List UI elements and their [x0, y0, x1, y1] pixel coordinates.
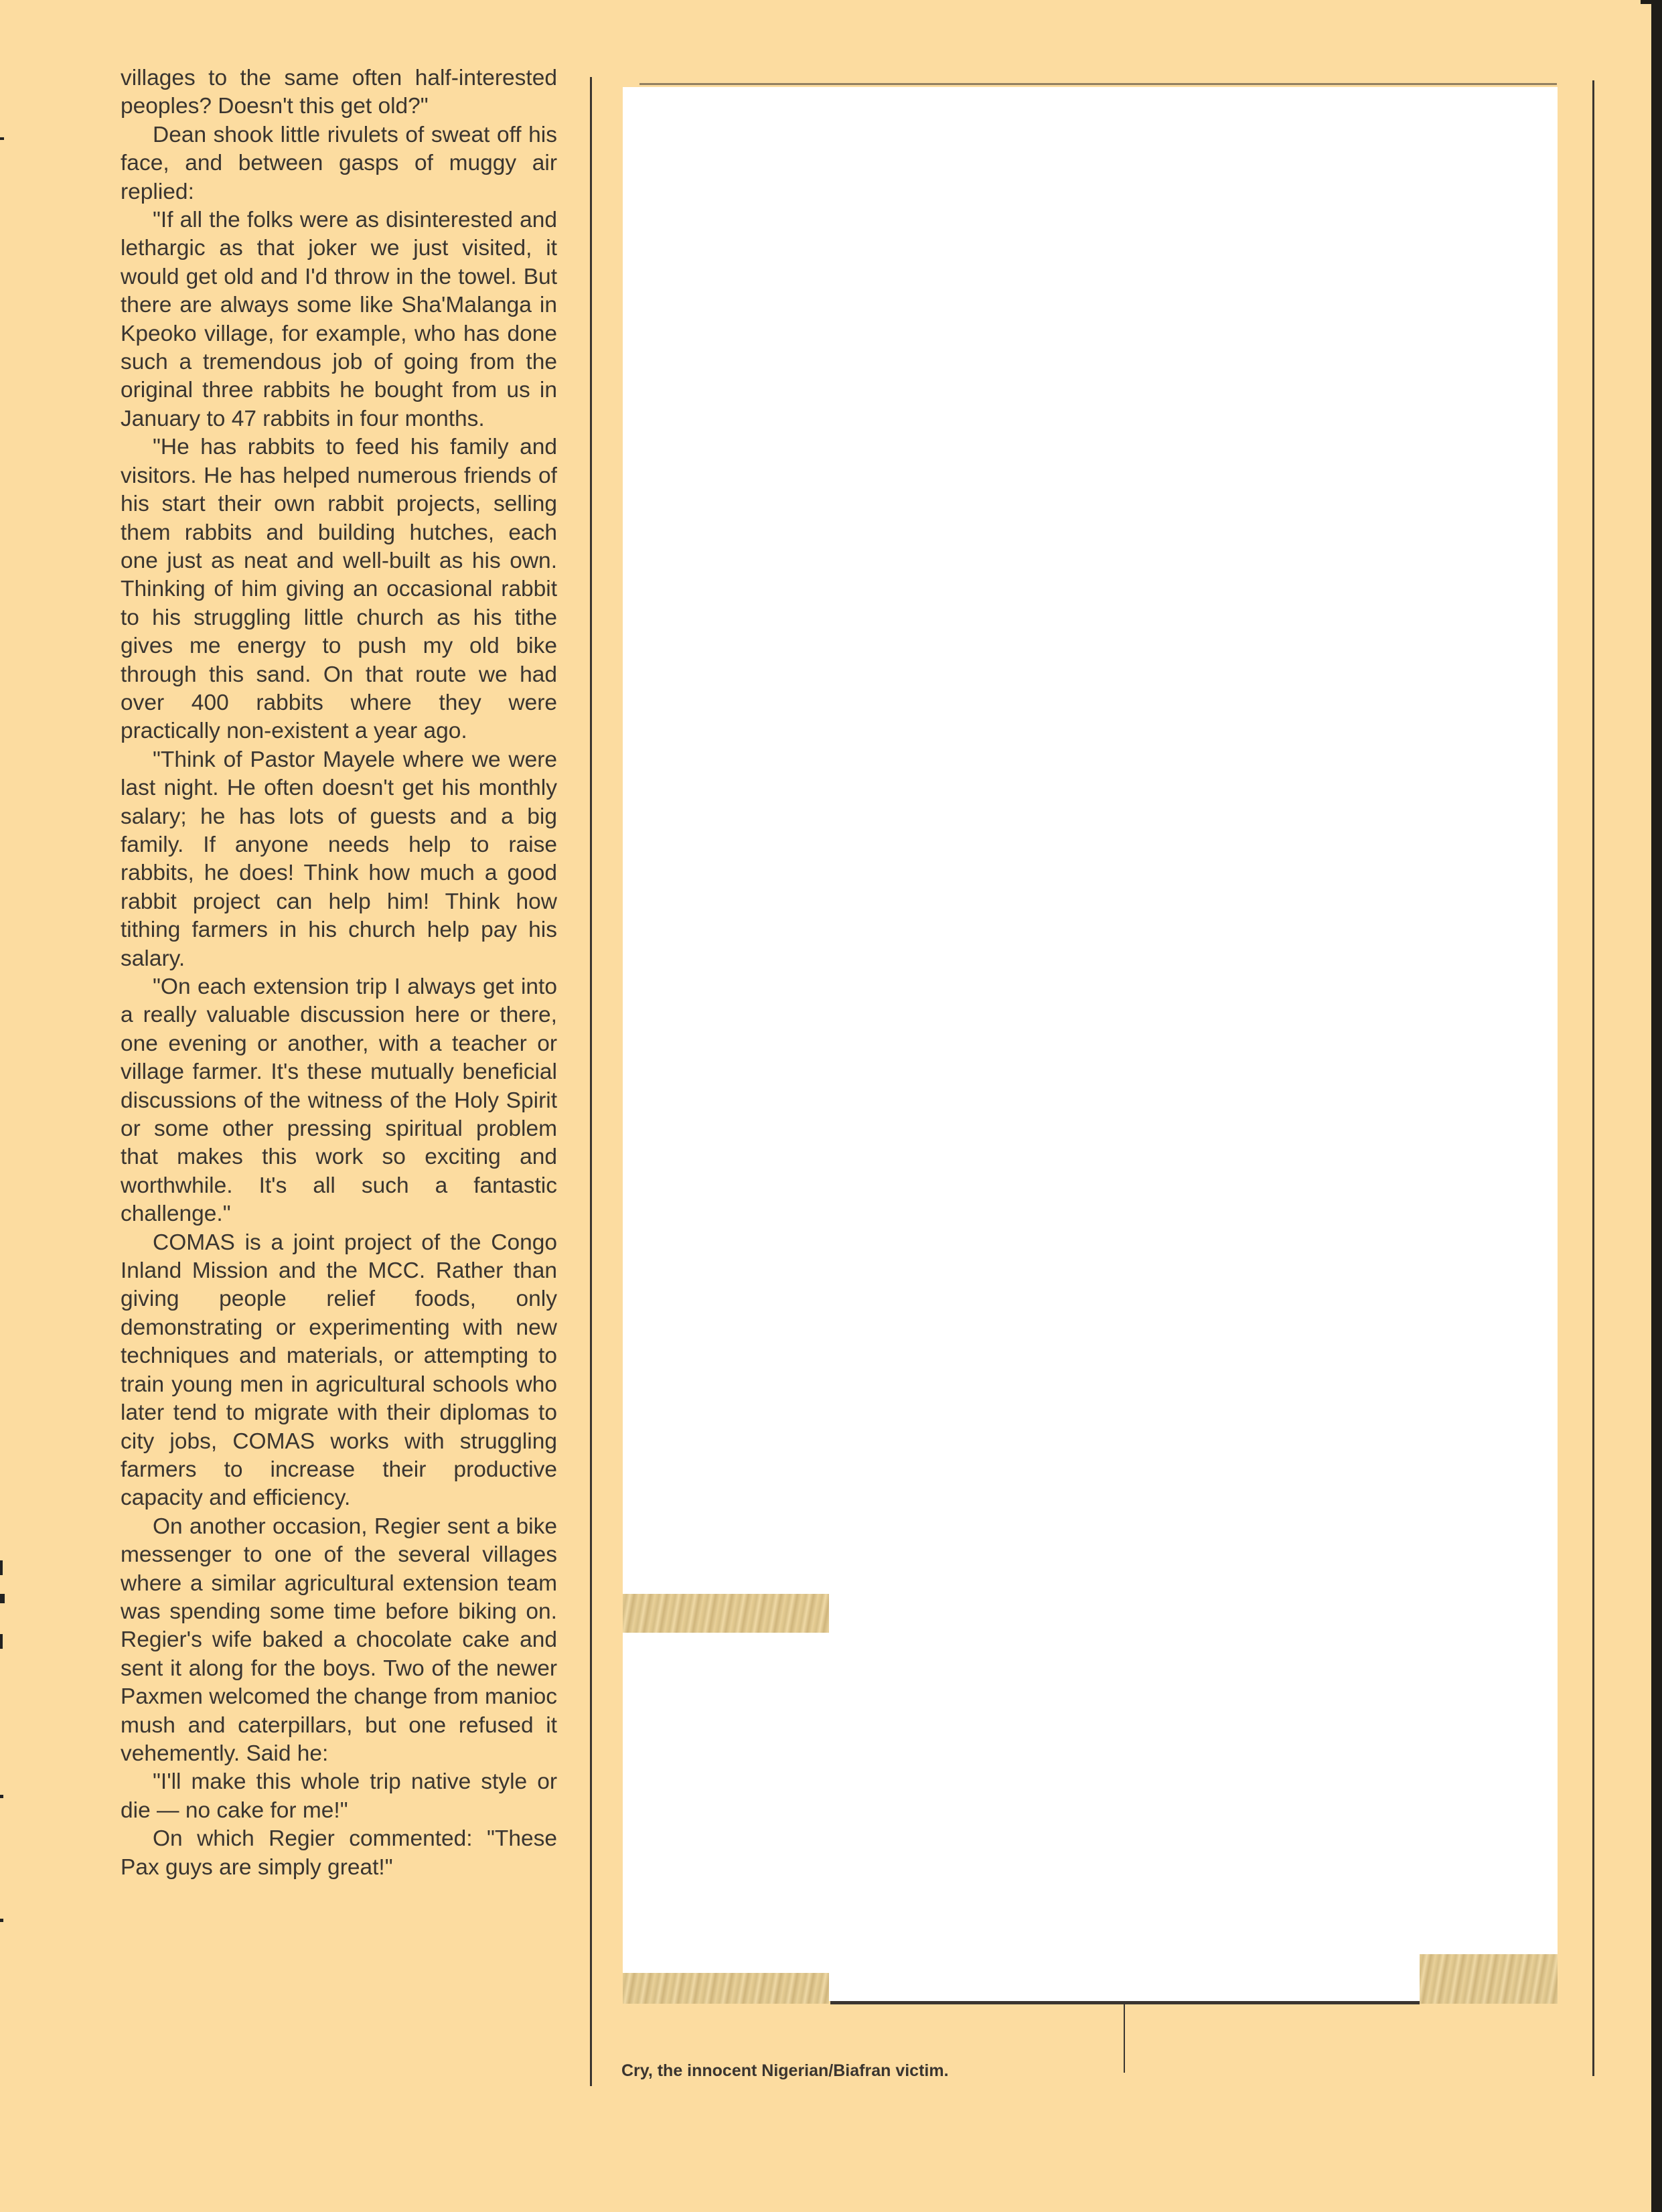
article-text-column	[121, 64, 557, 2100]
article-paragraph: COMAS is a joint project of the Congo Inland Mission and the MCC. Rather than giving people relief foods, only demonstrating or experimenting with new techniques and materials, or attempting to train young men in agricultural schools who later tend to migrate with their diplomas to city jobs, COMAS works with struggling farmers to increase their productive capacity and efficiency.	[121, 1230, 557, 1511]
binding-mark	[0, 1795, 3, 1798]
photo-fragment	[623, 1594, 829, 1633]
binding-mark	[0, 1594, 5, 1603]
scan-edge-right	[1651, 0, 1662, 2212]
article-paragraph: "I'll make this whole trip native style or die — no cake for me!"	[121, 1769, 557, 1823]
photo-fragment	[623, 1973, 829, 2004]
binding-mark	[0, 1634, 3, 1649]
article-paragraph: On which Regier commented: "These Pax guys are simply great!"	[121, 1826, 557, 1880]
article-paragraph: villages to the same often half-interested peoples? Doesn't this get old?"	[121, 66, 557, 119]
article-paragraph: "On each extension trip I always get into a really valuable discussion here or there, one evening or another, with a teacher or village farmer. It's these mutually beneficial discussions of the witness of the Holy Spirit or some other pressing spiritual problem that makes this work so exciting and worthwhile. It's all such a fantastic challenge."	[121, 974, 557, 1227]
photo-placeholder	[623, 87, 1558, 2001]
article-paragraph: Dean shook little rivulets of sweat off his face, and between gasps of muggy air replied:	[121, 122, 557, 204]
column-rule-right	[1592, 80, 1594, 2076]
binding-mark	[0, 1919, 3, 1922]
photo-frame-top-rule	[639, 83, 1557, 85]
photo-frame-bottom-rule	[830, 2001, 1420, 2004]
photo-caption: Cry, the innocent Nigerian/Biafran victim.	[621, 2061, 949, 2080]
article-paragraph: On another occasion, Regier sent a bike messenger to one of the several villages where a similar agricultural extension team was spending some time before biking on. Regier's wife baked a chocolate cake and sent it along for the boys. Two of the newer Paxmen welcomed the change from manioc mush and caterpillars, but one refused it vehemently. Said he:	[121, 1514, 557, 1766]
column-rule-left	[590, 77, 592, 2086]
binding-mark	[0, 137, 4, 140]
binding-mark	[0, 1560, 3, 1575]
photo-fragment	[1420, 1954, 1558, 2004]
article-paragraph: "Think of Pastor Mayele where we were last night. He often doesn't get his monthly salary; he has lots of guests and a big family. If anyone needs help to raise rabbits, he does! Think how much a good rabbit project can help him! Think how tithing farmers in his church help pay his salary.	[121, 747, 557, 971]
article-paragraph: "If all the folks were as disinterested and lethargic as that joker we just visited, it would get old and I'd throw in the towel. But there are always some like Sha'Malanga in Kpeoko village, for example, who has done such a tremendous job of going from the original three rabbits he bought from us in January to 47 rabbits in four months.	[121, 208, 557, 431]
article-paragraph: "He has rabbits to feed his family and visitors. He has helped numerous friends of his start their own rabbit projects, selling them rabbits and building hutches, each one just as neat and well-built as his own. Thinking of him giving an occasional rabbit to his struggling little church as his tithe gives me energy to push my old bike through this sand. On that route we had over 400 rabbits where they were practically non-existent a year ago.	[121, 435, 557, 744]
